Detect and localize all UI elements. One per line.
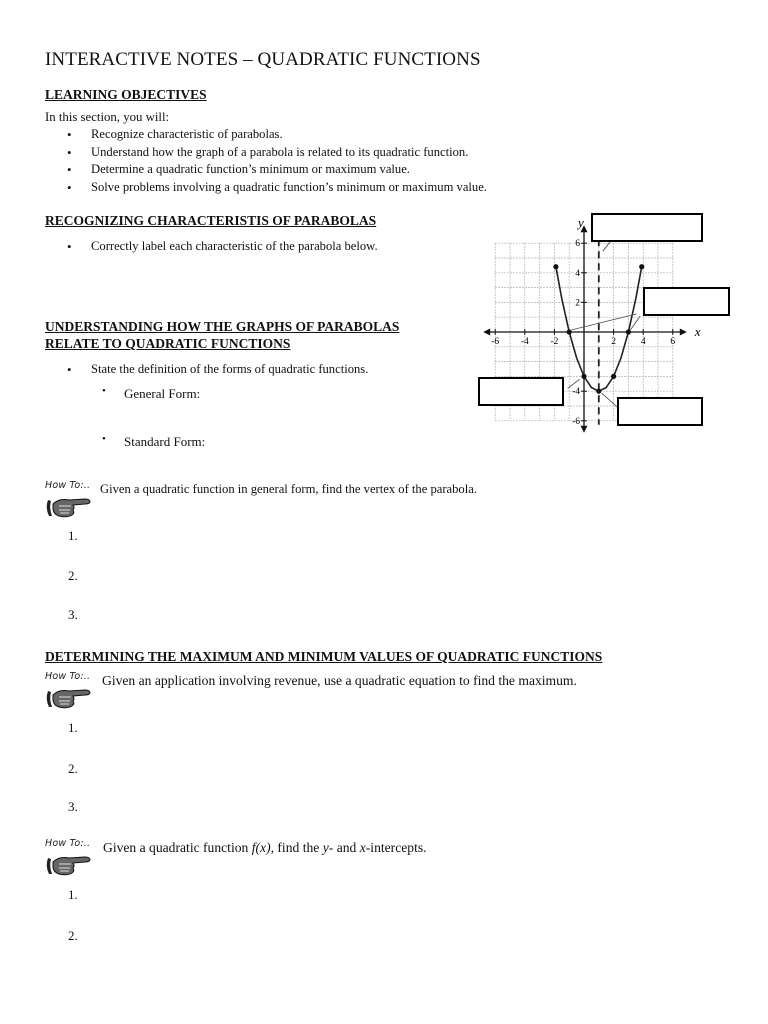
- howto3-x: x: [359, 840, 366, 855]
- general-form-item: [102, 385, 201, 402]
- x-tick-label: -4: [520, 337, 529, 347]
- curve-point: [581, 374, 586, 379]
- curve-point: [611, 374, 616, 379]
- howto1-step-1: 1.: [68, 528, 78, 543]
- y-axis-arrow-down: [581, 426, 588, 433]
- general-form-label: General Form:: [124, 386, 201, 401]
- objectives-intro: In this section, you will:: [45, 110, 170, 124]
- x-axis-label: x: [694, 324, 701, 339]
- sub-bullet: •: [102, 433, 106, 445]
- section-heading-max-min: DETERMINING THE MAXIMUM AND MINIMUM VALUES OF QUADRATIC FUNCTIONS: [45, 649, 603, 664]
- leader-line: [603, 241, 611, 251]
- leader-line: [571, 314, 636, 330]
- section1-bullet: • Correctly label each characteristic of the parabola below.: [45, 238, 378, 256]
- section2-list: [45, 361, 368, 379]
- howto2-step-1: 1.: [68, 720, 78, 735]
- howto3-text-a: Given a quadratic function: [103, 840, 252, 855]
- howto3-text: [103, 839, 427, 856]
- howto3-text-c: - and: [328, 840, 360, 855]
- howto3-step-2: 2.: [68, 928, 78, 943]
- page-title: INTERACTIVE NOTES – QUADRATIC FUNCTIONS: [45, 49, 481, 70]
- section-heading-graphs-line2: RELATE TO QUADRATIC FUNCTIONS: [45, 336, 291, 351]
- pointing-hand-icon: [45, 852, 93, 878]
- y-tick-label: -4: [572, 387, 580, 398]
- objective-item: • Recognize characteristic of parabolas.: [45, 126, 487, 144]
- x-axis-arrow-right: [680, 329, 687, 336]
- y-tick-label: 6: [575, 239, 580, 250]
- section2-bullet: • State the definition of the forms of quadratic functions.: [45, 361, 368, 379]
- objective-item: • Understand how the graph of a parabola is related to its quadratic function.: [45, 144, 487, 162]
- x-tick-label: 4: [640, 337, 646, 347]
- parabola-graph: [478, 208, 734, 440]
- howto3-text-b: , find the: [270, 840, 323, 855]
- howto1-text: Given a quadratic function in general form, find the vertex of the parabola.: [100, 482, 477, 496]
- howto-label: How To:..: [45, 480, 91, 491]
- howto2-step-3: 3.: [68, 799, 78, 814]
- section1-list: [45, 238, 378, 256]
- label-box: [644, 288, 729, 315]
- howto2-step-2: 2.: [68, 761, 78, 776]
- standard-form-label: Standard Form:: [124, 434, 206, 449]
- pointing-hand-icon: [45, 494, 93, 520]
- y-tick-label: -6: [572, 416, 580, 427]
- howto3-text-d: -intercepts.: [365, 840, 427, 855]
- y-tick-label: 4: [575, 268, 580, 279]
- sub-bullet: •: [102, 385, 106, 397]
- label-box: [618, 398, 702, 425]
- howto2-text: Given an application involving revenue, use a quadratic equation to find the maximum.: [102, 673, 577, 688]
- section-heading-parabolas: RECOGNIZING CHARACTERISTIS OF PARABOLAS: [45, 213, 377, 228]
- label-box: [592, 214, 702, 241]
- howto3-y: y: [322, 840, 329, 855]
- x-tick-label: -2: [550, 337, 559, 347]
- y-tick-label: 2: [575, 298, 580, 309]
- y-axis-label: y: [578, 215, 584, 231]
- howto3-fx: f(x): [251, 840, 271, 855]
- curve-point: [567, 329, 572, 334]
- howto-icon: [45, 838, 99, 878]
- howto-icon: [45, 671, 99, 711]
- objectives-heading: LEARNING OBJECTIVES: [45, 87, 207, 102]
- curve-point: [639, 264, 644, 269]
- objective-item: • Solve problems involving a quadratic function’s minimum or maximum value.: [45, 179, 487, 197]
- x-tick-label: 6: [670, 337, 676, 347]
- x-tick-label: -6: [491, 337, 500, 347]
- label-box: [479, 378, 563, 405]
- howto1-step-2: 2.: [68, 568, 78, 583]
- section-heading-graphs-line1: UNDERSTANDING HOW THE GRAPHS OF PARABOLAS: [45, 319, 400, 334]
- howto1-step-3: 3.: [68, 607, 78, 622]
- curve-point: [553, 264, 558, 269]
- howto-label: How To:..: [45, 838, 91, 849]
- objective-item: • Determine a quadratic function’s minimum or maximum value.: [45, 161, 487, 179]
- objectives-list: [45, 126, 487, 196]
- howto3-step-1: 1.: [68, 887, 78, 902]
- pointing-hand-icon: [45, 685, 93, 711]
- howto-icon: [45, 480, 99, 520]
- x-tick-label: 2: [611, 337, 616, 347]
- curve-point: [596, 389, 601, 394]
- x-axis-arrow-left: [483, 329, 490, 336]
- howto-label: How To:..: [45, 671, 91, 682]
- curve-point: [626, 329, 631, 334]
- standard-form-item: [102, 433, 206, 450]
